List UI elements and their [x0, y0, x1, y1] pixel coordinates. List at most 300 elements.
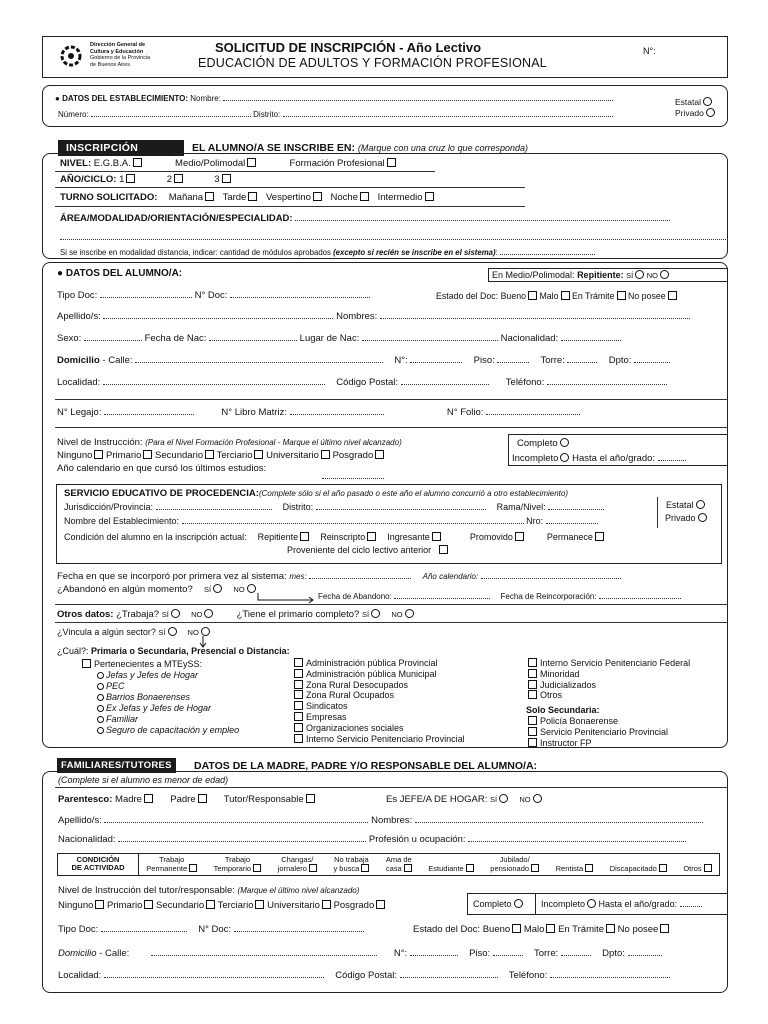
mteyss-item-row	[80, 714, 239, 725]
secundario-label: Secundario	[155, 450, 204, 461]
tutor-no-posee-checkbox[interactable]	[660, 924, 669, 933]
hasta-field[interactable]	[658, 453, 686, 461]
fecha-abandono-row	[318, 591, 681, 601]
madre-checkbox[interactable]	[144, 794, 153, 803]
promovido-checkbox[interactable]	[515, 532, 524, 541]
turno-label: TURNO SOLICITADO:	[60, 192, 158, 203]
noche-label: Noche	[330, 192, 358, 203]
fam-apellidos-field[interactable]	[104, 815, 368, 823]
proveniente-label: Proveniente del ciclo lectivo anterior	[287, 545, 432, 555]
vincula-label: ¿Vincula a algún sector?	[57, 627, 156, 637]
actividad-checkbox[interactable]	[309, 864, 317, 872]
fecha-reincorp-field[interactable]	[599, 591, 681, 599]
tutor-domicilio-label: Domicilio	[58, 948, 97, 959]
tutor-malo-checkbox[interactable]	[546, 924, 555, 933]
mteyss-column	[80, 659, 239, 736]
turno-row	[60, 192, 434, 203]
domicilio-label: Domicilio	[57, 355, 100, 366]
primario-label: Primario	[106, 450, 142, 461]
permanece-checkbox[interactable]	[595, 532, 604, 541]
distancia-field[interactable]	[500, 247, 595, 255]
sector-item	[292, 734, 465, 745]
n-doc-field[interactable]	[230, 290, 370, 298]
actividad-checkbox[interactable]	[404, 864, 412, 872]
jurisdiccion-label: Jurisdicción/Provincia:	[64, 502, 154, 512]
sector-checkbox[interactable]	[294, 680, 303, 689]
condicion-row	[64, 532, 604, 542]
trabaja-no-radio[interactable]	[204, 609, 213, 618]
sector-checkbox[interactable]	[528, 669, 537, 678]
madre-label: Madre	[115, 794, 142, 805]
nombre-estab-field[interactable]	[182, 516, 524, 524]
nombres-field[interactable]	[380, 311, 690, 319]
tutor-hasta-field[interactable]	[680, 899, 702, 907]
otros-datos-row	[57, 609, 414, 620]
tutor-checkbox[interactable]	[306, 794, 315, 803]
nacionalidad-label: Nacionalidad:	[500, 333, 559, 344]
anio-3-checkbox[interactable]	[222, 174, 231, 183]
tramite-checkbox[interactable]	[617, 291, 626, 300]
nivel-label: NIVEL:	[60, 158, 92, 169]
mteyss-label: Pertenecientes a MTEySS:	[94, 659, 203, 669]
tutor-nivel-row	[58, 885, 359, 896]
estab-numero-field[interactable]	[91, 109, 251, 117]
libro-field[interactable]	[290, 407, 384, 415]
fam-apellidos-label: Apellido/s:	[58, 815, 102, 826]
tutor-tipo-doc-field[interactable]	[101, 924, 187, 932]
actividad-top: Jubilado/	[499, 855, 530, 864]
sector-checkbox[interactable]	[294, 712, 303, 721]
sector-checkbox[interactable]	[294, 723, 303, 732]
apellidos-row	[57, 311, 690, 322]
estatal-radio[interactable]	[703, 97, 712, 106]
actividad-option	[556, 856, 594, 873]
actividad-top: No trabaja	[334, 855, 369, 864]
actividad-top	[610, 856, 667, 864]
tarde-checkbox[interactable]	[248, 192, 257, 201]
fecha-nac-field[interactable]	[209, 333, 297, 341]
lugar-nac-label: Lugar de Nac:	[299, 333, 360, 344]
mteyss-item-label: Barrios Bonaerenses	[106, 692, 191, 702]
estab-nombre-label: Nombre:	[190, 94, 221, 103]
tutor-domicilio-row	[58, 948, 662, 959]
sector-checkbox[interactable]	[528, 680, 537, 689]
mteyss-row	[80, 659, 239, 670]
sector-label: Servicio Penitenciario Provincial	[540, 726, 669, 737]
abandono-no-radio[interactable]	[247, 584, 256, 593]
servicio-estatal-label: Estatal	[666, 500, 694, 510]
sector-checkbox[interactable]	[528, 738, 537, 747]
estab-distrito-label: Distrito:	[253, 110, 281, 119]
servicio-privado-radio[interactable]	[698, 513, 707, 522]
universitario-checkbox[interactable]	[321, 450, 330, 459]
nombres-label: Nombres:	[336, 311, 378, 322]
actividad-bottom: casa	[385, 864, 402, 873]
tutor-n-doc-label: N° Doc:	[198, 924, 232, 935]
apellidos-field[interactable]	[103, 311, 333, 319]
tutor-terciario-checkbox[interactable]	[255, 900, 264, 909]
anio-cal-field[interactable]	[322, 471, 384, 479]
tipo-doc-field[interactable]	[100, 290, 192, 298]
tutor-ninguno-checkbox[interactable]	[95, 900, 104, 909]
terciario-label: Terciario	[216, 450, 253, 461]
sector-item	[292, 712, 465, 723]
proveniente-checkbox[interactable]	[439, 545, 448, 554]
dpto-field[interactable]	[634, 355, 670, 363]
sector-label: Sindicatos	[306, 701, 348, 712]
anio-1-checkbox[interactable]	[126, 174, 135, 183]
fam-nacionalidad-field[interactable]	[118, 834, 366, 842]
nivel-instr-note: (Para el Nivel Formación Profesional - Marque el último nivel alcanzado)	[145, 438, 402, 447]
logo-line-2: Cultura y Educación	[90, 48, 144, 55]
actividad-bottom: Otros	[683, 864, 702, 873]
tutor-dpto-field[interactable]	[628, 948, 662, 956]
servicio-distrito-field[interactable]	[316, 502, 486, 510]
form-subtitle: EDUCACIÓN DE ADULTOS Y FORMACIÓN PROFESIONAL	[198, 56, 547, 70]
egba-label: E.G.B.A.	[93, 158, 131, 169]
sector-checkbox[interactable]	[294, 734, 303, 743]
mteyss-item-radio[interactable]	[97, 672, 104, 679]
servicio-distrito-label: Distrito:	[282, 502, 314, 512]
servicio-note: (Complete sólo si el año pasado o este año el alumno concurrió a otro establecimiento)	[258, 489, 569, 498]
logo-text	[90, 42, 150, 68]
actividad-option	[428, 856, 473, 873]
solo-secundaria-label: Solo Secundaria:	[526, 705, 600, 716]
actividad-bottom: Temporario	[213, 864, 252, 873]
sector-checkbox[interactable]	[294, 701, 303, 710]
ingresante-checkbox[interactable]	[432, 532, 441, 541]
sector-checkbox[interactable]	[294, 669, 303, 678]
terciario-checkbox[interactable]	[254, 450, 263, 459]
vincula-si-label: SÍ	[158, 628, 166, 637]
folio-label: N° Folio:	[446, 407, 484, 418]
domicilio-row	[57, 355, 670, 366]
incompleto-label: Incompleto	[512, 453, 559, 464]
establecimiento-box	[42, 85, 728, 127]
localidad-label: Localidad:	[57, 377, 101, 388]
mteyss-item-radio[interactable]	[97, 694, 104, 701]
padre-checkbox[interactable]	[198, 794, 207, 803]
area-row	[60, 213, 670, 224]
servicio-estatal-radio[interactable]	[696, 500, 705, 509]
telefono-field[interactable]	[547, 377, 667, 385]
actividad-option	[214, 856, 262, 873]
calle-field[interactable]	[135, 355, 383, 363]
tutor-localidad-field[interactable]	[104, 970, 324, 978]
tutor-tramite-checkbox[interactable]	[606, 924, 615, 933]
jurisdiccion-field[interactable]	[156, 502, 272, 510]
tutor-cp-label: Código Postal:	[335, 970, 398, 981]
mteyss-item-radio[interactable]	[97, 705, 104, 712]
sector-checkbox[interactable]	[528, 690, 537, 699]
tutor-piso-field[interactable]	[493, 948, 523, 956]
familiares-heading: DATOS DE LA MADRE, PADRE Y/O RESPONSABLE DEL ALUMNO/A:	[194, 760, 538, 772]
actividad-top: Changas/	[281, 855, 314, 864]
sector-checkbox[interactable]	[528, 716, 537, 725]
nacionalidad-field[interactable]	[561, 333, 621, 341]
torre-label: Torre:	[540, 355, 565, 366]
abandono-arrow-icon	[256, 593, 316, 608]
tutor-posgrado-label: Posgrado	[333, 900, 375, 911]
tutor-posgrado-checkbox[interactable]	[376, 900, 385, 909]
tutor-primario-checkbox[interactable]	[144, 900, 153, 909]
sector-label: Empresas	[306, 711, 347, 722]
estab-privado	[675, 108, 715, 118]
fp-checkbox[interactable]	[387, 158, 396, 167]
condicion-label: Condición del alumno en la inscripción actual:	[64, 532, 247, 542]
libro-label: N° Libro Matriz:	[221, 407, 287, 418]
bueno-label: Bueno	[500, 291, 526, 301]
tutor-calle-field[interactable]	[151, 948, 377, 956]
tutor-completo	[473, 899, 523, 909]
mteyss-item-radio[interactable]	[97, 716, 104, 723]
tramite-label: En Trámite	[571, 291, 615, 301]
parentesco-row	[58, 794, 315, 805]
actividad-bottom: Estudiante	[428, 864, 464, 873]
sector-checkbox[interactable]	[528, 658, 537, 667]
servicio-estatal	[666, 500, 705, 510]
fam-nacionalidad-row	[58, 834, 686, 845]
actividad-checkbox[interactable]	[361, 864, 369, 872]
actividad-bottom: Discapacitado	[609, 864, 657, 873]
sector-checkbox[interactable]	[294, 658, 303, 667]
mteyss-item-radio[interactable]	[97, 683, 104, 690]
fecha-incorp-row	[57, 571, 621, 582]
estab-numero-label: Número:	[58, 110, 89, 119]
form-number-label: N°:	[643, 46, 656, 56]
tutor-incompleto-radio[interactable]	[587, 899, 596, 908]
manana-checkbox[interactable]	[205, 192, 214, 201]
no-posee-label: No posee	[627, 291, 666, 301]
actividad-checkbox[interactable]	[466, 864, 474, 872]
actividad-checkbox[interactable]	[531, 864, 539, 872]
numero-field[interactable]	[410, 355, 462, 363]
actividad-checkbox[interactable]	[659, 864, 667, 872]
malo-checkbox[interactable]	[561, 291, 570, 300]
nro-label: Nro:	[526, 516, 544, 526]
actividad-top: Trabajo	[224, 855, 250, 864]
rama-field[interactable]	[548, 502, 604, 510]
jefe-no-label: NO	[519, 795, 531, 804]
no-posee-checkbox[interactable]	[668, 291, 677, 300]
bullet-icon: ●	[55, 94, 60, 103]
tutor-nivel-options	[58, 900, 385, 911]
cp-field[interactable]	[401, 377, 489, 385]
cual-label: ¿Cuál?:	[57, 646, 89, 656]
tutor-cp-field[interactable]	[400, 970, 498, 978]
tutor-numero-field[interactable]	[410, 948, 458, 956]
tutor-n-doc-field[interactable]	[234, 924, 364, 932]
actividad-bottom: Permanente	[146, 864, 188, 873]
legajo-label: N° Legajo:	[57, 407, 102, 418]
actividad-checkbox[interactable]	[253, 864, 261, 872]
trabaja-si-radio[interactable]	[171, 609, 180, 618]
privado-radio[interactable]	[706, 108, 715, 117]
actividad-checkbox[interactable]	[189, 864, 197, 872]
vincula-no-radio[interactable]	[201, 627, 210, 636]
noche-checkbox[interactable]	[360, 192, 369, 201]
posgrado-checkbox[interactable]	[375, 450, 384, 459]
anio-calendario-field[interactable]	[481, 571, 621, 579]
nivel-instr-row	[57, 437, 402, 448]
cp-label: Código Postal:	[336, 377, 399, 388]
fam-nacionalidad-label: Nacionalidad:	[58, 834, 116, 845]
sector-label: Minoridad	[540, 668, 580, 679]
sexo-field[interactable]	[84, 333, 142, 341]
alumno-heading	[57, 268, 182, 279]
mteyss-item-row	[80, 692, 239, 703]
actividad-top	[683, 856, 711, 864]
primario-checkbox[interactable]	[143, 450, 152, 459]
manana-label: Mañana	[168, 192, 204, 203]
abandono-label: ¿Abandonó en algún momento?	[57, 584, 193, 595]
actividad-top: Ama de	[385, 855, 412, 864]
actividad-checkbox[interactable]	[704, 864, 712, 872]
tutor-localidad-label: Localidad:	[58, 970, 102, 981]
actividad-option	[278, 856, 317, 873]
sector-checkbox[interactable]	[528, 727, 537, 736]
mteyss-checkbox[interactable]	[82, 659, 91, 668]
actividad-bottom: y busca	[333, 864, 360, 873]
tipo-doc-label: Tipo Doc:	[57, 290, 98, 301]
tutor-completo-radio[interactable]	[514, 899, 523, 908]
permanece-label: Permanece	[546, 532, 593, 542]
fam-nombres-field[interactable]	[415, 815, 703, 823]
en-medio-label: En Medio/Polimodal:	[492, 270, 575, 280]
area-field-2[interactable]	[60, 232, 728, 240]
actividad-checkbox[interactable]	[585, 864, 593, 872]
actividad-title	[60, 856, 136, 872]
profesion-field[interactable]	[468, 834, 686, 842]
folio-field[interactable]	[486, 407, 580, 415]
estab-distrito-field[interactable]	[283, 109, 613, 117]
vincula-si-radio[interactable]	[168, 627, 177, 636]
tutor-incompleto-label: Incompleto	[541, 899, 586, 909]
egba-checkbox[interactable]	[133, 158, 142, 167]
mes-field[interactable]	[309, 571, 411, 579]
nro-field[interactable]	[546, 516, 598, 524]
fecha-abandono-field[interactable]	[394, 591, 490, 599]
vincula-row	[57, 627, 210, 637]
tutor-calle-label: - Calle:	[96, 948, 130, 959]
tutor-telefono-field[interactable]	[550, 970, 670, 978]
piso-field[interactable]	[497, 355, 529, 363]
sector-label: Zona Rural Desocupados	[306, 679, 409, 690]
medio-checkbox[interactable]	[247, 158, 256, 167]
legajo-row	[57, 407, 580, 418]
sector-checkbox[interactable]	[294, 690, 303, 699]
distancia-row	[60, 247, 595, 257]
localidad-field[interactable]	[103, 377, 325, 385]
jefe-label: Es JEFE/A DE HOGAR:	[386, 794, 488, 805]
servicio-heading	[64, 488, 568, 499]
inscripcion-note: (Marque con una cruz lo que corresponda)	[357, 143, 528, 153]
area-row-2	[60, 232, 728, 243]
sector-label: Judicializados	[540, 679, 597, 690]
anio-2-checkbox[interactable]	[174, 174, 183, 183]
tutor-secundario-checkbox[interactable]	[206, 900, 215, 909]
distancia-label: Si se inscribe en modalidad distancia, indicar: cantidad de módulos aprobados	[60, 248, 331, 257]
tutor-no-posee-label: No posee	[617, 924, 659, 935]
repitiente-no-radio[interactable]	[660, 270, 669, 279]
ninguno-checkbox[interactable]	[94, 450, 103, 459]
familiares-note: (Complete si el alumno es menor de edad)	[58, 775, 229, 785]
tutor-estado-label: Estado del Doc:	[413, 924, 481, 935]
anio-calendario-label: Año calendario:	[422, 572, 479, 581]
mes-label: mes:	[289, 572, 307, 581]
province-logo	[58, 42, 84, 70]
jefe-no-radio[interactable]	[533, 794, 542, 803]
anio-2-label: 2	[166, 174, 172, 185]
tutor-bueno-checkbox[interactable]	[512, 924, 521, 933]
tutor-torre-label: Torre:	[533, 948, 559, 959]
de-actividad-label: DE ACTIVIDAD	[71, 863, 125, 872]
otros-datos-label: Otros datos:	[57, 609, 114, 620]
secundario-checkbox[interactable]	[205, 450, 214, 459]
vespertino-checkbox[interactable]	[313, 192, 322, 201]
actividad-top	[428, 856, 473, 864]
jefe-si-radio[interactable]	[499, 794, 508, 803]
completo-radio[interactable]	[560, 438, 569, 447]
servicio-privado-label: Privado	[665, 513, 696, 523]
tutor-estado-row	[413, 924, 669, 935]
primario-no-radio[interactable]	[405, 609, 414, 618]
intermedio-checkbox[interactable]	[425, 192, 434, 201]
tutor-torre-field[interactable]	[561, 948, 591, 956]
lugar-nac-field[interactable]	[362, 333, 498, 341]
tutor-tipo-doc-label: Tipo Doc:	[58, 924, 99, 935]
incompleto-row	[512, 453, 686, 464]
repitiente-si-label: SÍ	[626, 271, 634, 280]
tutor-bueno-label: Bueno	[482, 924, 511, 935]
area-field[interactable]	[295, 213, 670, 221]
mteyss-item-radio[interactable]	[97, 727, 104, 734]
logo-icon	[58, 42, 84, 70]
nivel-options-row	[57, 450, 384, 461]
fecha-reincorp-label: Fecha de Reincorporación:	[500, 592, 597, 601]
incompleto-radio[interactable]	[560, 453, 569, 462]
legajo-field[interactable]	[104, 407, 194, 415]
torre-field[interactable]	[567, 355, 597, 363]
cond-repitiente-checkbox[interactable]	[300, 532, 309, 541]
tutor-nivel-label: Nivel de Instrucción del tutor/responsable:	[58, 885, 235, 896]
dpto-label: Dpto:	[608, 355, 632, 366]
bueno-checkbox[interactable]	[528, 291, 537, 300]
sector-label: Interno Servicio Penitenciario Provincial	[306, 733, 465, 744]
trabaja-label: ¿Trabaja?	[116, 609, 160, 620]
anio-3-label: 3	[214, 174, 220, 185]
abandono-si-radio[interactable]	[213, 584, 222, 593]
primario-si-radio[interactable]	[371, 609, 380, 618]
tutor-malo-label: Malo	[523, 924, 545, 935]
repitiente-si-radio[interactable]	[635, 270, 644, 279]
sector-item	[526, 738, 690, 749]
medio-label: Medio/Polimodal	[175, 158, 246, 169]
privado-label: Privado	[675, 108, 704, 118]
malo-label: Malo	[539, 291, 559, 301]
repitiente-label: Repitiente:	[577, 270, 624, 280]
abandono-row	[57, 584, 256, 595]
nivel-row	[60, 158, 396, 169]
mteyss-item-label: Familiar	[106, 714, 139, 724]
estab-nombre-field[interactable]	[223, 93, 613, 101]
actividad-option	[683, 856, 711, 873]
alumno-label: DATOS DEL ALUMNO/A:	[65, 268, 183, 279]
reinscripto-checkbox[interactable]	[367, 532, 376, 541]
sector-item	[526, 669, 690, 680]
tutor-universitario-checkbox[interactable]	[322, 900, 331, 909]
proveniente-row	[287, 545, 448, 555]
